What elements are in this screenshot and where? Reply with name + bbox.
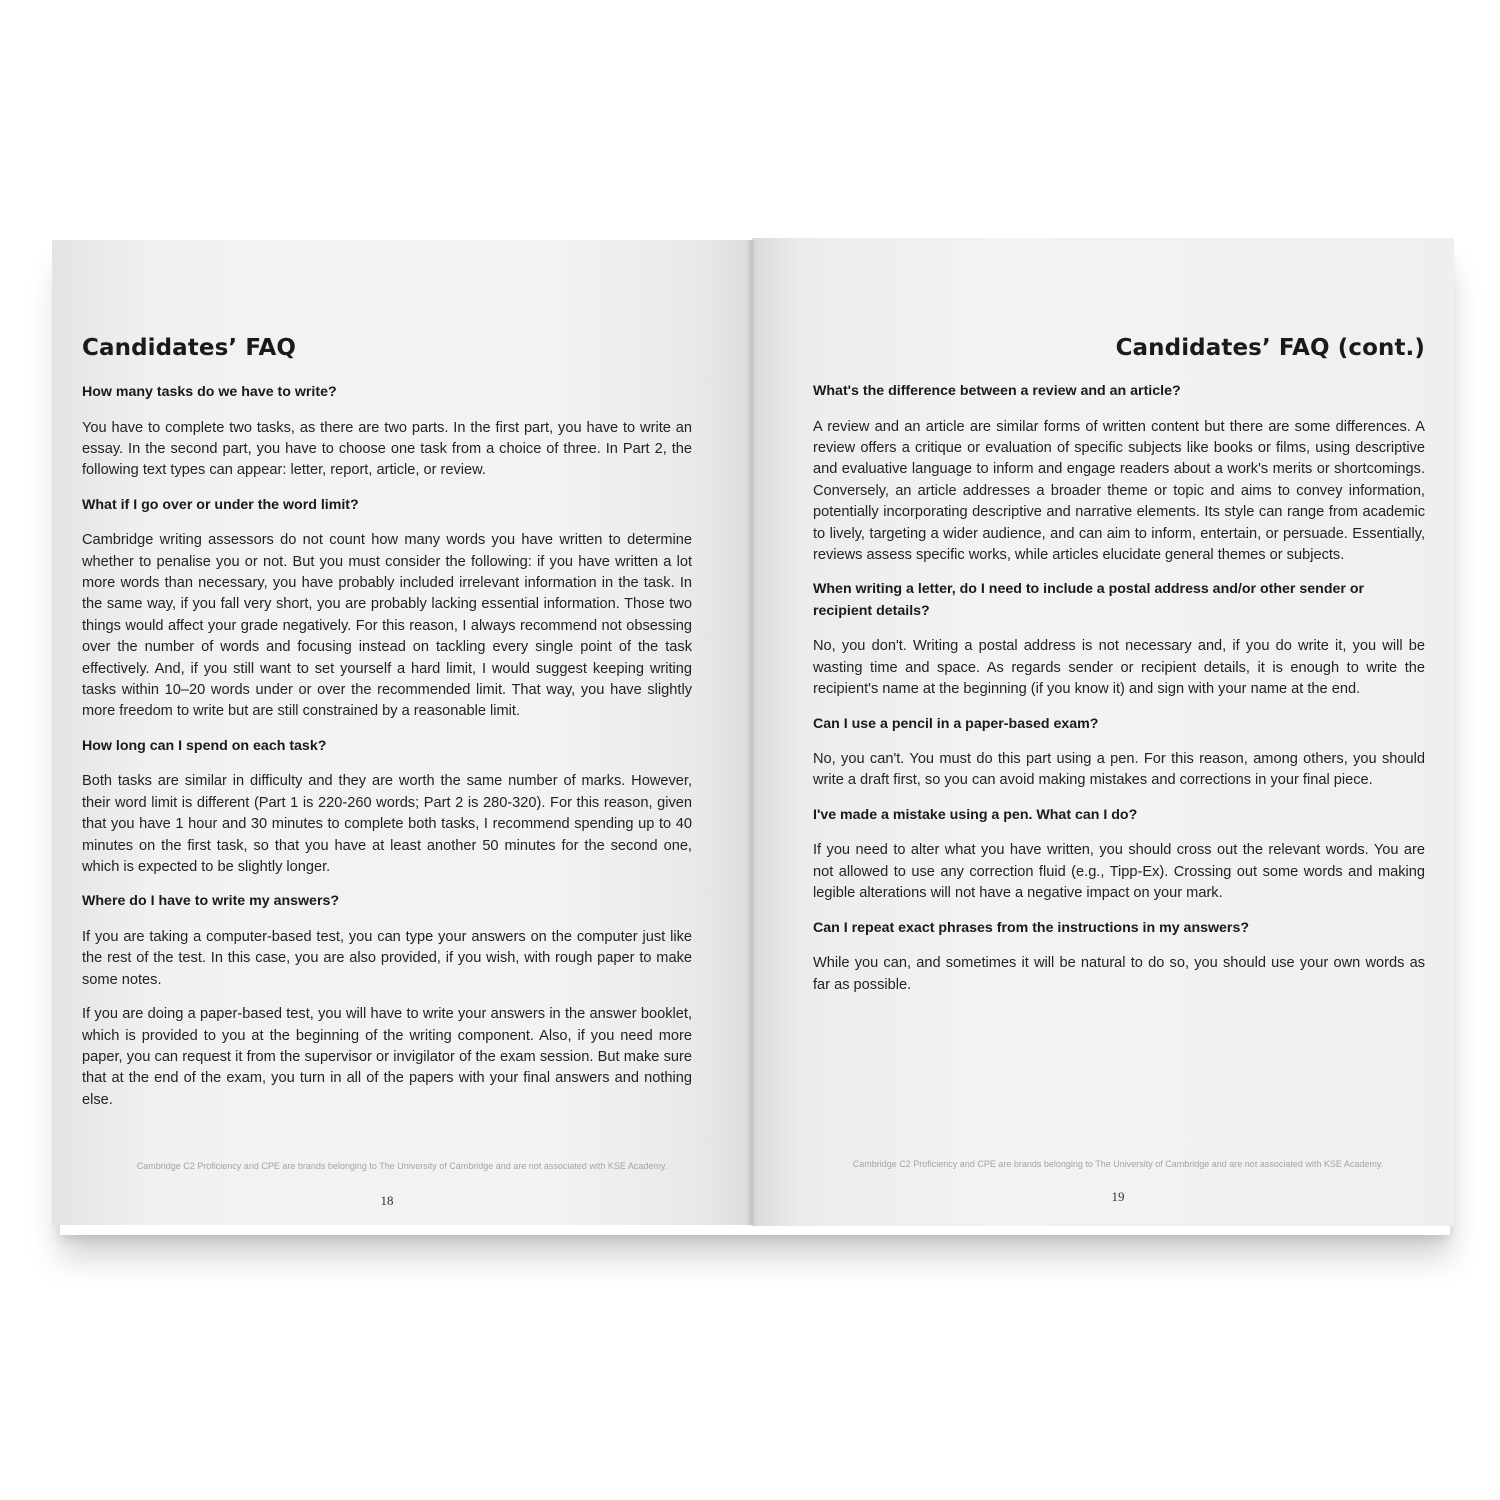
faq-answer: No, you don't. Writing a postal address is not necessary and, if you do write it, you will be wasting time and space. As regards sender or recipient details, it is enough to write the recipient's name at the beginning (if you know it) and sign with your name at the end.	[813, 638, 1425, 698]
faq-answer: You have to complete two tasks, as there are two parts. In the first part, you have to write an essay. In the second part, you have to choose one task from a choice of three. In Part 2, the following text types can appear: letter, report, article, or review.	[82, 419, 692, 479]
faq-question: I've made a mistake using a pen. What can I do?	[813, 806, 1138, 823]
faq-answer: If you need to alter what you have written, you should cross out the relevant words. You are not allowed to use any correction fluid (e.g., Tipp-Ex). Crossing out some words and making legible alterations will not have a negative impact on your mark.	[813, 842, 1425, 902]
faq-answer: No, you can't. You must do this part using a pen. For this reason, among others, you should write a draft first, so you can avoid making mistakes and corrections in your final piece.	[813, 751, 1425, 789]
faq-question: Can I use a pencil in a paper-based exam?	[813, 715, 1099, 732]
faq-question: Where do I have to write my answers?	[82, 893, 340, 910]
faq-question: How long can I spend on each task?	[82, 737, 327, 754]
left-page	[52, 240, 752, 1225]
footer-disclaimer: Cambridge C2 Proficiency and CPE are brands belonging to The University of Cambridge and are not associated with KSE Academy.	[852, 1159, 1384, 1169]
faq-question: Can I repeat exact phrases from the instructions in my answers?	[813, 919, 1250, 936]
faq-answer: Both tasks are similar in difficulty and they are worth the same number of marks. However, their word limit is different (Part 1 is 220-260 words; Part 2 is 280-320). For this reason, given that you have 1 hour and 30 minutes to complete both tasks, I recommend spending up to 40 minutes on the first task, so that you have at least another 50 minutes for the second one, which is expected to be slightly longer.	[82, 773, 692, 875]
faq-question: What's the difference between a review and an article?	[813, 383, 1181, 399]
left-page-content	[82, 335, 692, 1124]
page-title: Candidates’ FAQ (cont.)	[1115, 335, 1425, 361]
right-page-content	[813, 335, 1425, 1009]
faq-answer: Cambridge writing assessors do not count how many words you have written to determine whether to penalise you or not. But you must consider the following: if you have written a lot more words than necessary, you have probably included irrelevant information in the task. In the same way, if you fall very short, you are probably lacking essential information. Those two things would affect your grade negatively. For this reason, I always recommend not obsessing over the number of words and focusing instead on tackling every single point of the task effectively. And, if you still want to set yourself a hard limit, I would suggest keeping writing tasks within 10–20 words under or over the recommended limit. That way, you have slightly more freedom to write but are still constrained by a reasonable limit.	[82, 532, 692, 720]
page-number: 19	[1111, 1189, 1125, 1204]
faq-answer: If you are taking a computer-based test, you can type your answers on the computer just like the rest of the test. In this case, you are also provided, if you wish, with rough paper to make some notes.	[82, 928, 692, 988]
faq-answer: A review and an article are similar forms of written content but there are some differences. A review offers a critique or evaluation of specific subjects like books or films, using descriptive and evaluative language to inform and engage readers about a work's merits or shortcomings. Conversely, an article addresses a broader theme or topic and aims to convey information, potentially incorporating descriptive and narrative elements. Its style can range from academic to lively, targeting a wider audience, and can aim to inform, entertain, or persuade. Essentially, reviews assess specific works, while articles elucidate general themes or subjects.	[813, 418, 1425, 563]
faq-question: When writing a letter, do I need to include a postal address and/or other sender or recipient details?	[813, 581, 1365, 619]
page-number: 18	[380, 1193, 394, 1208]
faq-answer: If you are doing a paper-based test, you will have to write your answers in the answer booklet, which is provided to you at the beginning of the writing component. Also, if you need more paper, you can request it from the supervisor or invigilator of the exam session. But make sure that at the end of the exam, you turn in all of the papers with your final answers and nothing else.	[82, 1006, 692, 1108]
page-title: Candidates’ FAQ	[82, 335, 297, 361]
booklet-spine	[746, 240, 758, 1225]
faq-question: What if I go over or under the word limit?	[82, 496, 359, 513]
faq-answer: While you can, and sometimes it will be natural to do so, you should use your own words as far as possible.	[813, 955, 1425, 993]
footer-disclaimer: Cambridge C2 Proficiency and CPE are brands belonging to The University of Cambridge and are not associated with KSE Academy.	[136, 1161, 668, 1171]
right-page	[752, 238, 1454, 1226]
faq-question: How many tasks do we have to write?	[82, 384, 337, 400]
